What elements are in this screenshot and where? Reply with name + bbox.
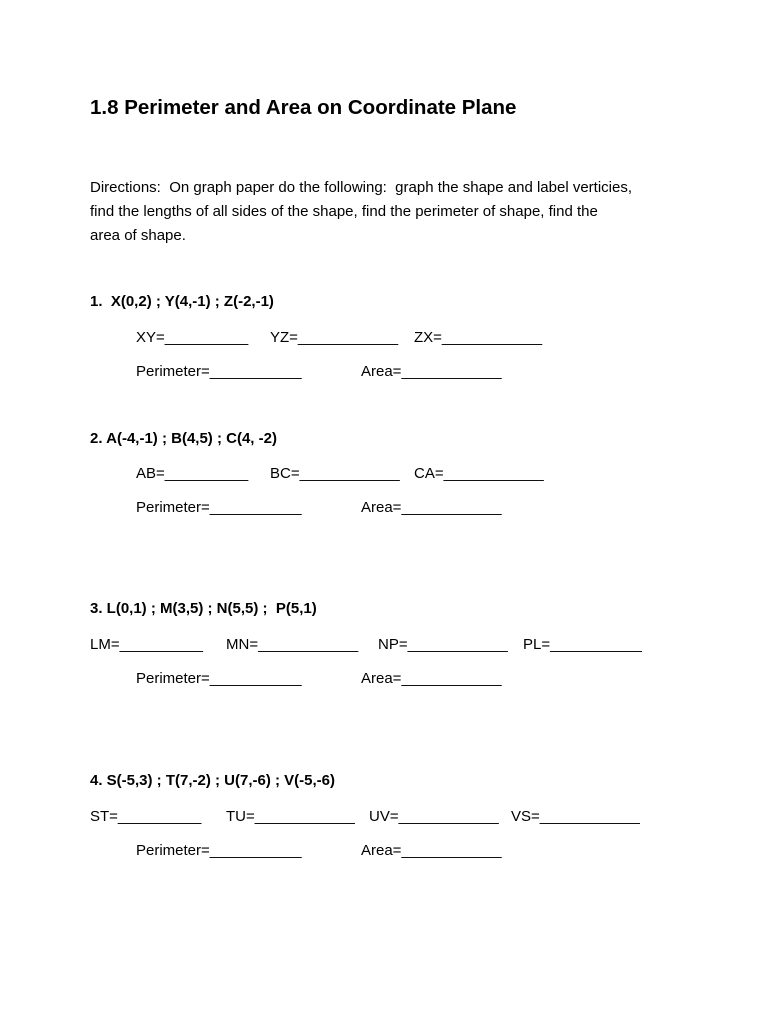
problem-1-side-zx: ZX=____________ [414, 329, 543, 346]
problem-4-side-st: ST=__________ [90, 808, 202, 825]
problem-2-side-ab: AB=__________ [136, 465, 249, 482]
problem-4-heading: 4. S(-5,3) ; T(7,-2) ; U(7,-6) ; V(-5,-6) [90, 772, 336, 789]
problem-2-perimeter: Perimeter=___________ [136, 499, 302, 516]
directions-line-3: area of shape. [90, 227, 186, 244]
directions-line-1: Directions: On graph paper do the following: graph the shape and label verticies, [90, 179, 632, 196]
problem-2-heading: 2. A(-4,-1) ; B(4,5) ; C(4, -2) [90, 430, 277, 447]
problem-3-side-mn: MN=____________ [226, 636, 359, 653]
problem-2-side-ca: CA=____________ [414, 465, 544, 482]
page-title: 1.8 Perimeter and Area on Coordinate Plane [90, 96, 517, 119]
problem-3-area: Area=____________ [361, 670, 502, 687]
problem-2-side-bc: BC=____________ [270, 465, 400, 482]
problem-1-side-yz: YZ=____________ [270, 329, 399, 346]
problem-4-side-vs: VS=____________ [511, 808, 640, 825]
problem-1-side-xy: XY=__________ [136, 329, 249, 346]
problem-4-perimeter: Perimeter=___________ [136, 842, 302, 859]
problem-2-area: Area=____________ [361, 499, 502, 516]
problem-4-area: Area=____________ [361, 842, 502, 859]
problem-3-side-np: NP=____________ [378, 636, 508, 653]
directions-text [90, 176, 710, 248]
problem-4-side-uv: UV=____________ [369, 808, 499, 825]
problem-4-side-tu: TU=____________ [226, 808, 355, 825]
problem-3-perimeter: Perimeter=___________ [136, 670, 302, 687]
problem-1-area: Area=____________ [361, 363, 502, 380]
directions-line-2: find the lengths of all sides of the shape, find the perimeter of shape, find the [90, 203, 598, 220]
problem-3-heading: 3. L(0,1) ; M(3,5) ; N(5,5) ; P(5,1) [90, 600, 317, 617]
problem-3-side-lm: LM=__________ [90, 636, 204, 653]
problem-3-side-pl: PL=___________ [523, 636, 642, 653]
problem-1-perimeter: Perimeter=___________ [136, 363, 302, 380]
problem-1-heading: 1. X(0,2) ; Y(4,-1) ; Z(-2,-1) [90, 293, 274, 310]
